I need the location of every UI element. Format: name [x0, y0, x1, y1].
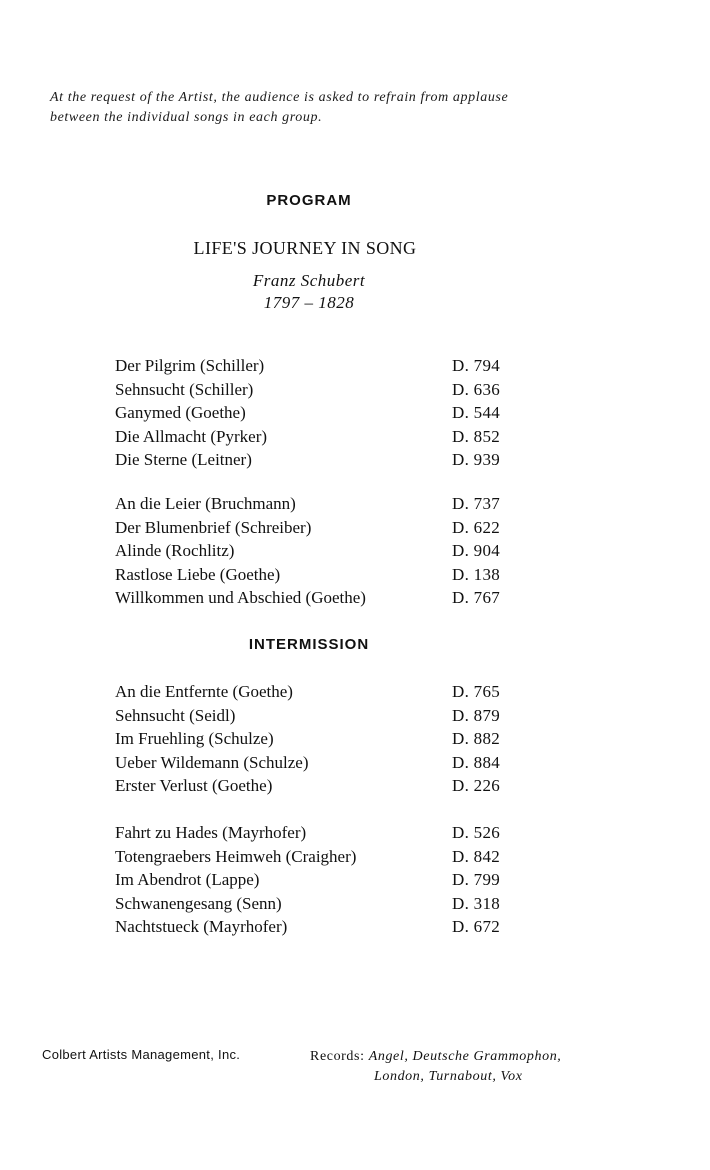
song-title: Im Fruehling (Schulze)	[115, 729, 274, 748]
song-title: Ueber Wildemann (Schulze)	[115, 752, 309, 772]
song-title: An die Entfernte (Goethe)	[115, 682, 293, 701]
song-title: Im Abendrot (Lappe)	[115, 870, 260, 889]
song-title: Erster Verlust (Goethe)	[115, 776, 273, 795]
catalog-number: D. 672	[452, 917, 501, 936]
song-row	[115, 774, 515, 798]
management-credit: Colbert Artists Management, Inc.	[42, 1047, 241, 1062]
records-credit	[310, 1047, 640, 1087]
records-label: Records:	[310, 1049, 365, 1064]
song-title: Nachtstueck (Mayrhofer)	[115, 917, 288, 936]
song-title: Sehnsucht (Schiller)	[115, 379, 254, 399]
song-group-1	[115, 354, 515, 472]
catalog-number: D. 544	[452, 403, 501, 422]
song-title: Willkommen und Abschied (Goethe)	[115, 588, 366, 607]
song-row	[115, 516, 515, 540]
song-title: Die Allmacht (Pyrker)	[115, 426, 268, 446]
program-heading: PROGRAM	[266, 192, 352, 209]
catalog-number: D. 884	[452, 752, 501, 772]
catalog-number: D. 879	[452, 705, 501, 725]
catalog-number: D. 622	[452, 517, 501, 537]
song-row	[115, 586, 515, 610]
catalog-number: D. 882	[452, 729, 501, 748]
catalog-number: D. 939	[452, 450, 501, 469]
song-row	[115, 378, 515, 402]
song-row	[115, 868, 515, 892]
record-labels-line-1: Angel, Deutsche Grammophon,	[368, 1049, 562, 1064]
song-row	[115, 563, 515, 587]
song-title: Schwanengesang (Senn)	[115, 893, 282, 913]
catalog-number: D. 138	[452, 564, 501, 584]
catalog-number: D. 636	[452, 379, 501, 399]
catalog-number: D. 842	[452, 846, 501, 866]
catalog-number: D. 799	[452, 870, 501, 889]
song-row	[115, 915, 515, 939]
catalog-number: D. 226	[452, 776, 501, 795]
program-subtitle: LIFE'S JOURNEY IN SONG	[193, 238, 417, 258]
song-row	[115, 845, 515, 869]
song-row	[115, 492, 515, 516]
catalog-number: D. 852	[452, 426, 501, 446]
song-group-4	[115, 821, 515, 939]
song-title: Alinde (Rochlitz)	[115, 541, 235, 560]
audience-note	[50, 88, 650, 128]
song-row	[115, 680, 515, 704]
catalog-number: D. 794	[452, 356, 501, 375]
composer-dates: 1797 – 1828	[263, 293, 355, 312]
intermission-heading: INTERMISSION	[248, 636, 370, 653]
song-title: Sehnsucht (Seidl)	[115, 705, 236, 725]
song-row	[115, 425, 515, 449]
catalog-number: D. 765	[452, 682, 501, 701]
song-title: Der Pilgrim (Schiller)	[115, 356, 265, 375]
audience-note-line-1: At the request of the Artist, the audience is asked to refrain from applause	[50, 90, 509, 105]
audience-note-line-2: between the individual songs in each group.	[50, 110, 323, 125]
song-row	[115, 751, 515, 775]
catalog-number: D. 526	[452, 823, 501, 842]
song-row	[115, 892, 515, 916]
song-title: Die Sterne (Leitner)	[115, 450, 252, 469]
composer-name: Franz Schubert	[252, 271, 366, 290]
song-title: Rastlose Liebe (Goethe)	[115, 564, 281, 584]
song-group-3	[115, 680, 515, 798]
catalog-number: D. 318	[452, 893, 501, 913]
catalog-number: D. 767	[452, 588, 501, 607]
song-row	[115, 401, 515, 425]
song-title: An die Leier (Bruchmann)	[115, 494, 296, 513]
song-group-2	[115, 492, 515, 610]
song-title: Ganymed (Goethe)	[115, 403, 246, 422]
song-row	[115, 539, 515, 563]
catalog-number: D. 737	[452, 494, 501, 513]
composer-block	[0, 270, 618, 314]
song-row	[115, 821, 515, 845]
song-row	[115, 448, 515, 472]
song-title: Der Blumenbrief (Schreiber)	[115, 517, 312, 537]
song-title: Fahrt zu Hades (Mayrhofer)	[115, 823, 307, 842]
song-title: Totengraebers Heimweh (Craigher)	[115, 846, 357, 866]
song-row	[115, 727, 515, 751]
catalog-number: D. 904	[452, 541, 501, 560]
song-row	[115, 704, 515, 728]
record-labels-line-2: London, Turnabout, Vox	[374, 1069, 523, 1084]
song-row	[115, 354, 515, 378]
